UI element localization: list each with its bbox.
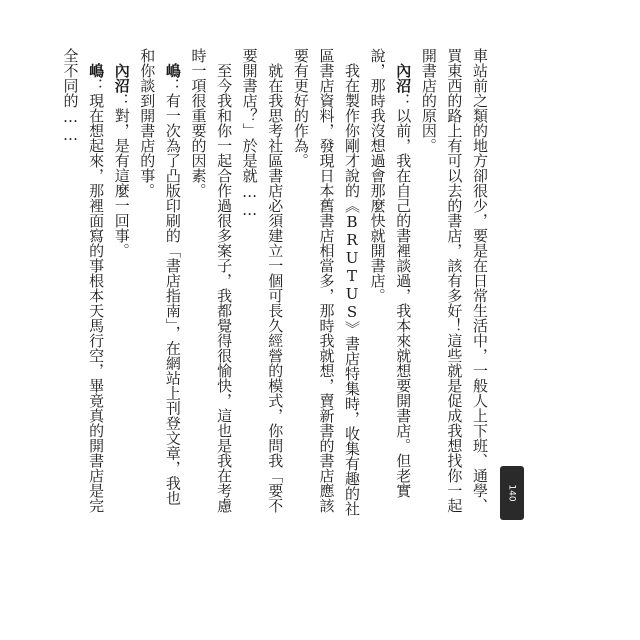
vertical-text-body — [61, 48, 492, 518]
speaker-name: 內沼 — [394, 63, 413, 93]
speaker-name: 嶋 — [163, 63, 182, 78]
speaker-name: 內沼 — [112, 63, 131, 93]
paragraph — [57, 48, 108, 518]
paragraph — [364, 48, 415, 518]
dialogue-text: ：現在想起來，那裡面寫的事根本天馬行空，畢竟真的開書店是完全不同的…… — [61, 48, 106, 513]
paragraph: 我在製作你剛才說的《BRUTUS》書店特集時，收集有趣的社區書店資料，發現日本舊書店相當多，那時我就想，賣新書的書店應該要有更好的作為。 — [291, 48, 362, 516]
paragraph — [108, 48, 134, 518]
paragraph — [134, 48, 185, 518]
paragraph: 車站前之類的地方卻很少，要是在日常生活中，一般人上下班、通學、買東西的路上有可以去的書店，該有多好！這些就是促成我想找你一起開書店的原因。 — [419, 48, 489, 513]
dialogue-text: ：以前，我在自己的書裡談過，我本來就想要開書店。但老實說，那時我沒想過會那麼快就開書店。 — [368, 48, 413, 498]
page-number-tab — [500, 466, 524, 520]
page-number: 140 — [507, 484, 517, 502]
dialogue-text: ：對，是有這麼一回事。 — [112, 93, 131, 258]
dialogue-text: ：有一次為了凸版印刷的「書店指南」，在網站上刊登文章，我也和你談到開書店的事。 — [138, 48, 182, 506]
paragraph: 就在我思考社區書店必須建立一個可長久經營的模式，你問我「要不要開書店？」於是就…… — [240, 48, 285, 513]
paragraph: 至今我和你一起合作過很多案子，我都覺得很愉快，這也是我在考慮時一項很重要的因素。 — [189, 48, 234, 513]
speaker-name: 嶋 — [87, 63, 106, 78]
